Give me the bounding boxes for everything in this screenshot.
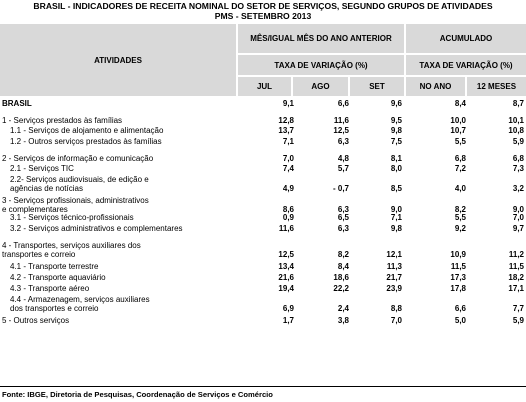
row-value: 5,5 [454,213,466,222]
row-value: 7,3 [512,164,524,173]
row-value: 8,7 [512,99,524,108]
table-title: BRASIL - INDICADORES DE RECEITA NOMINAL DO SETOR DE SERVIÇOS, SEGUNDO GRUPOS DE ATIVIDADES [33,1,493,11]
row-value: 7,4 [282,164,294,173]
row-value: 9,8 [390,126,402,135]
row-label-line: 4.2 - Transporte aquaviário [10,273,106,282]
row-value: 10,0 [450,116,466,125]
row-value: 21,7 [386,273,402,282]
row-label [2,316,202,325]
row-value: 17,8 [450,284,466,293]
row-value: 19,4 [278,284,294,293]
row-value: 11,6 [278,224,294,233]
row-value: - 0,7 [332,184,349,193]
row-value: 13,4 [278,262,294,271]
header-taxa-mensal: TAXA DE VARIAÇÃO (%) [238,55,404,75]
row-value: 2,4 [337,304,349,313]
row-value: 3,8 [337,316,349,325]
row-value: 8,4 [337,262,349,271]
row-value: 8,6 [282,205,294,214]
row-label [2,241,202,259]
row-value: 23,9 [386,284,402,293]
row-value: 11,5 [450,262,466,271]
row-label-line: BRASIL [2,99,32,108]
row-label-line: 4.4 - Armazenagem, serviços auxiliares [10,295,150,304]
row-value: 9,8 [390,224,402,233]
row-value: 11,6 [333,116,349,125]
row-label-line: 2.1 - Serviços TIC [10,164,74,173]
row-value: 21,6 [278,273,294,282]
row-label-line: 1.1 - Serviços de alojamento e alimentação [10,126,164,135]
row-value: 8,4 [454,99,466,108]
row-value: 7,0 [390,316,402,325]
row-value: 18,2 [508,273,524,282]
row-value: 9,0 [390,205,402,214]
row-value: 11,3 [386,262,402,271]
row-value: 6,8 [454,154,466,163]
row-value: 9,2 [454,224,466,233]
row-label-line: 4 - Transportes, serviços auxiliares dos [2,241,141,250]
row-label [2,154,202,163]
row-value: 10,7 [450,126,466,135]
row-label [2,116,202,125]
row-value: 3,2 [512,184,524,193]
row-value: 6,6 [337,99,349,108]
row-value: 7,5 [390,137,402,146]
row-value: 5,9 [512,316,524,325]
row-value: 12,5 [333,126,349,135]
row-value: 4,9 [282,184,294,193]
row-label-line: 5 - Outros serviços [2,316,70,325]
row-value: 12,8 [278,116,294,125]
header-mes-igual: MÊS/IGUAL MÊS DO ANO ANTERIOR [238,24,404,53]
row-label-line: 2.2- Serviços audiovisuais, de edição e [10,175,149,184]
row-value: 18,6 [333,273,349,282]
header-taxa-acumulado: TAXA DE VARIAÇÃO (%) [406,55,526,75]
header-ago: AGO [293,77,348,96]
row-value: 7,0 [282,154,294,163]
header-12-meses: 12 MESES [467,77,526,96]
row-value: 7,1 [390,213,402,222]
row-value: 6,9 [282,304,294,313]
row-value: 5,5 [454,137,466,146]
row-value: 11,2 [508,250,524,259]
row-value: 1,7 [282,316,294,325]
row-value: 7,0 [512,213,524,222]
row-value: 0,9 [282,213,294,222]
row-value: 17,1 [508,284,524,293]
header-atividades: ATIVIDADES [0,24,236,96]
row-value: 22,2 [333,284,349,293]
row-value: 6,3 [337,224,349,233]
row-value: 12,1 [386,250,402,259]
row-label [2,99,202,108]
row-value: 4,0 [454,184,466,193]
row-label [2,224,202,233]
row-label-line: agências de notícias [10,184,83,193]
row-label-line: 3.2 - Serviços administrativos e complementares [10,224,183,233]
row-value: 8,0 [390,164,402,173]
row-value: 8,1 [390,154,402,163]
row-label-line: e complementares [2,205,68,214]
row-value: 6,3 [337,137,349,146]
row-value: 5,9 [512,137,524,146]
row-label-line: 3 - Serviços profissionais, administrativos [2,196,149,205]
row-label-line: transportes e correio [2,250,76,259]
table-subtitle: PMS - SETEMBRO 2013 [214,11,312,21]
row-value: 9,5 [390,116,402,125]
row-value: 17,3 [450,273,466,282]
row-value: 5,7 [337,164,349,173]
row-value: 10,9 [450,250,466,259]
source-note: Fonte: IBGE, Diretoria de Pesquisas, Coordenação de Serviços e Comércio [2,390,273,399]
row-value: 10,1 [508,116,524,125]
row-value: 6,6 [454,304,466,313]
header-jul: JUL [238,77,291,96]
row-label [2,175,202,193]
header-acumulado: ACUMULADO [406,24,526,53]
row-label-line: 2 - Serviços de informação e comunicação [2,154,154,163]
row-label-line: 1.2 - Outros serviços prestados às famílias [10,137,162,146]
row-label-line: 4.1 - Transporte terrestre [10,262,99,271]
row-label-line: 3.1 - Serviços técnico-profissionais [10,213,134,222]
row-label [2,196,202,214]
row-label [2,284,202,293]
row-label-line: 1 - Serviços prestados às famílias [2,116,123,125]
row-value: 12,5 [278,250,294,259]
row-value: 4,8 [337,154,349,163]
table-bottom-rule [0,386,526,387]
row-value: 9,1 [282,99,294,108]
row-label [2,213,202,222]
row-value: 7,1 [282,137,294,146]
row-value: 9,6 [390,99,402,108]
row-value: 9,0 [512,205,524,214]
row-label-line: dos transportes e correio [10,304,99,313]
row-value: 8,2 [337,250,349,259]
row-value: 8,8 [390,304,402,313]
header-no-ano: NO ANO [406,77,465,96]
row-label [2,164,202,173]
row-value: 8,5 [390,184,402,193]
row-value: 11,5 [508,262,524,271]
row-label [2,273,202,282]
row-value: 10,8 [508,126,524,135]
row-value: 6,8 [512,154,524,163]
row-label [2,262,202,271]
row-label-line: 4.3 - Transporte aéreo [10,284,90,293]
row-label [2,126,202,135]
row-value: 9,7 [512,224,524,233]
row-value: 6,3 [337,205,349,214]
row-value: 8,2 [454,205,466,214]
row-label [2,137,202,146]
row-label [2,295,202,313]
row-value: 7,7 [512,304,524,313]
header-set: SET [350,77,404,96]
row-value: 13,7 [278,126,294,135]
row-value: 7,2 [454,164,466,173]
row-value: 6,5 [337,213,349,222]
row-value: 5,0 [454,316,466,325]
